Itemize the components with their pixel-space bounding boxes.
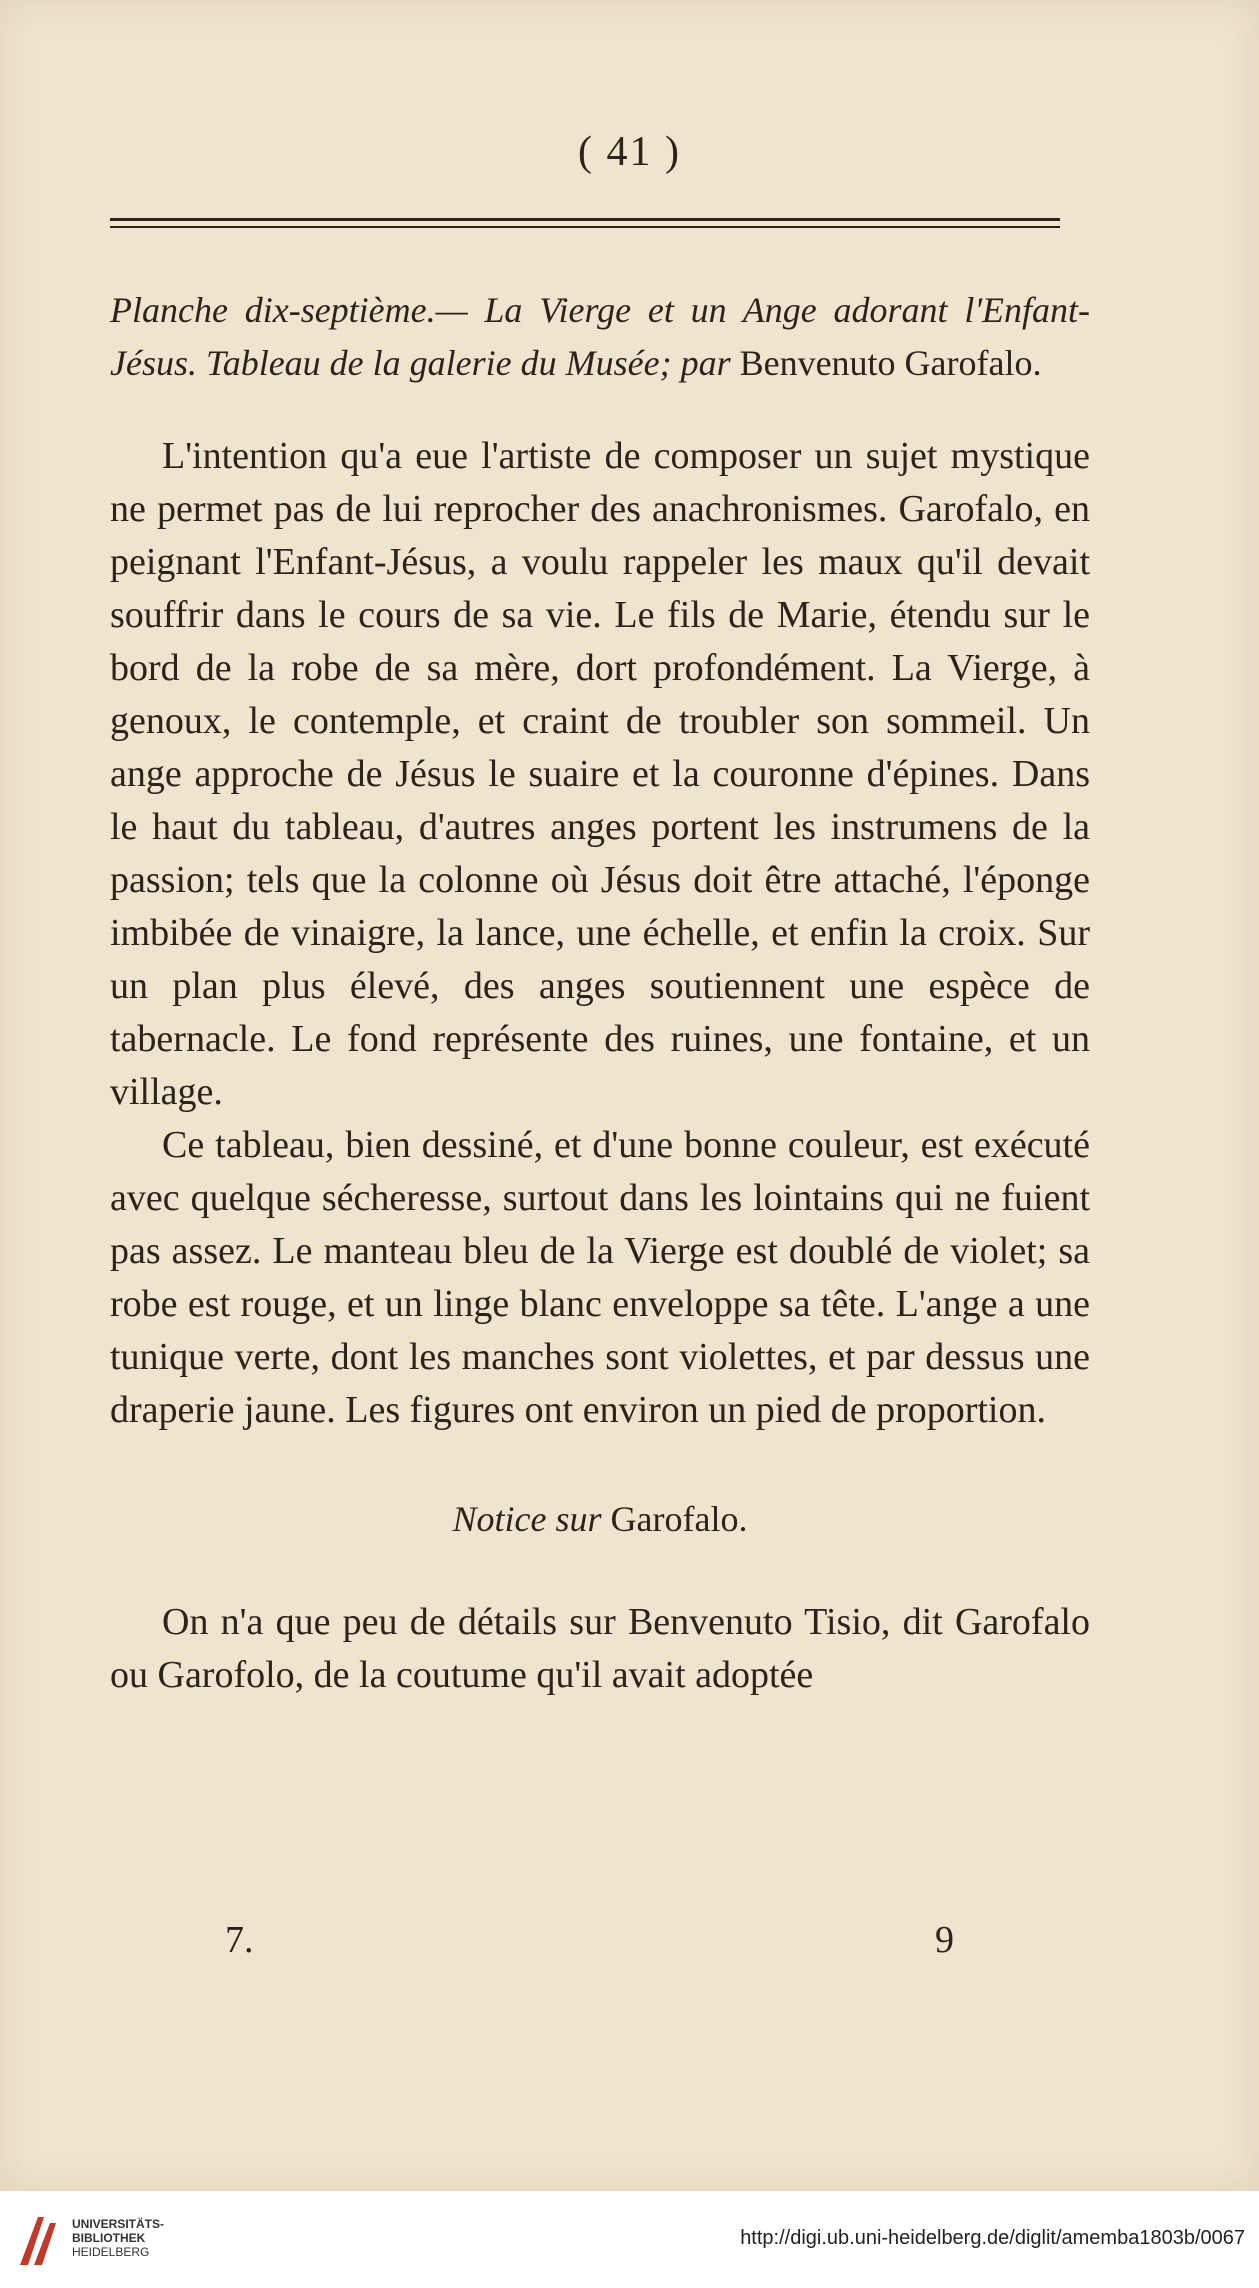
page-number: ( 41 )	[578, 129, 681, 175]
plate-caption	[110, 284, 1090, 390]
signature-number: 9	[935, 1919, 954, 1961]
library-name	[72, 2217, 164, 2259]
notice-heading	[110, 1493, 1090, 1546]
library-name-line1: UNIVERSITÄTS-	[72, 2217, 165, 2231]
library-name-line2: BIBLIOTHEK	[72, 2231, 146, 2245]
plate-caption-title: Planche dix-septième.— La Vierge et un Ange adorant l'Enfant-Jésus. Tableau de la galerie du Musée; par	[110, 290, 1090, 383]
header-rule-top	[110, 218, 1060, 221]
source-url-link[interactable]: http://digi.ub.uni-heidelberg.de/diglit/amemba1803b/0067	[740, 2227, 1245, 2249]
paragraph-critique: Ce tableau, bien dessiné, et d'une bonne couleur, est exécuté avec quelque sécheresse, surtout dans les lointains qui ne fuient pas assez. Le manteau bleu de la Vierge est doublé de violet; sa robe est rouge, et un linge blanc enveloppe sa tête. L'ange a une tunique verte, dont les manches sont violettes, et par dessus une draperie jaune. Les figures ont environ un pied de proportion.	[110, 1124, 1090, 1431]
plate-caption-artist: Benvenuto Garofalo.	[739, 343, 1042, 383]
library-name-line3: HEIDELBERG	[72, 2245, 150, 2259]
notice-heading-name: Garofalo.	[610, 1499, 748, 1539]
paragraph-description: L'intention qu'a eue l'artiste de composer un sujet mystique ne permet pas de lui reprocher des anachronismes. Garofalo, en peignant l'Enfant-Jésus, a voulu rappeler les maux qu'il devait souffrir dans le cours de sa vie. Le fils de Marie, étendu sur le bord de la robe de sa mère, dort profondément. La Vierge, à genoux, le contemple, et craint de troubler son sommeil. Un ange approche de Jésus le suaire et la couronne d'épines. Dans le haut du tableau, d'autres anges portent les instrumens de la passion; tels que la colonne où Jésus doit être attaché, l'éponge imbibée de vinaigre, la lance, une échelle, et enfin la croix. Sur un plan plus élevé, des anges soutiennent une espèce de tabernacle. Le fond représente des ruines, une fontaine, et un village.	[110, 435, 1090, 1113]
header-rule-bottom	[110, 226, 1060, 228]
paragraph-biography: On n'a que peu de détails sur Benvenuto Tisio, dit Garofalo ou Garofolo, de la coutume qu'il avait adoptée	[110, 1601, 1090, 1696]
library-footer	[0, 2190, 1259, 2288]
page-body	[110, 284, 1090, 1702]
notice-heading-prefix: Notice sur	[452, 1499, 602, 1539]
signature-mark: 7.	[225, 1919, 254, 1961]
library-logo-icon	[14, 2211, 62, 2271]
